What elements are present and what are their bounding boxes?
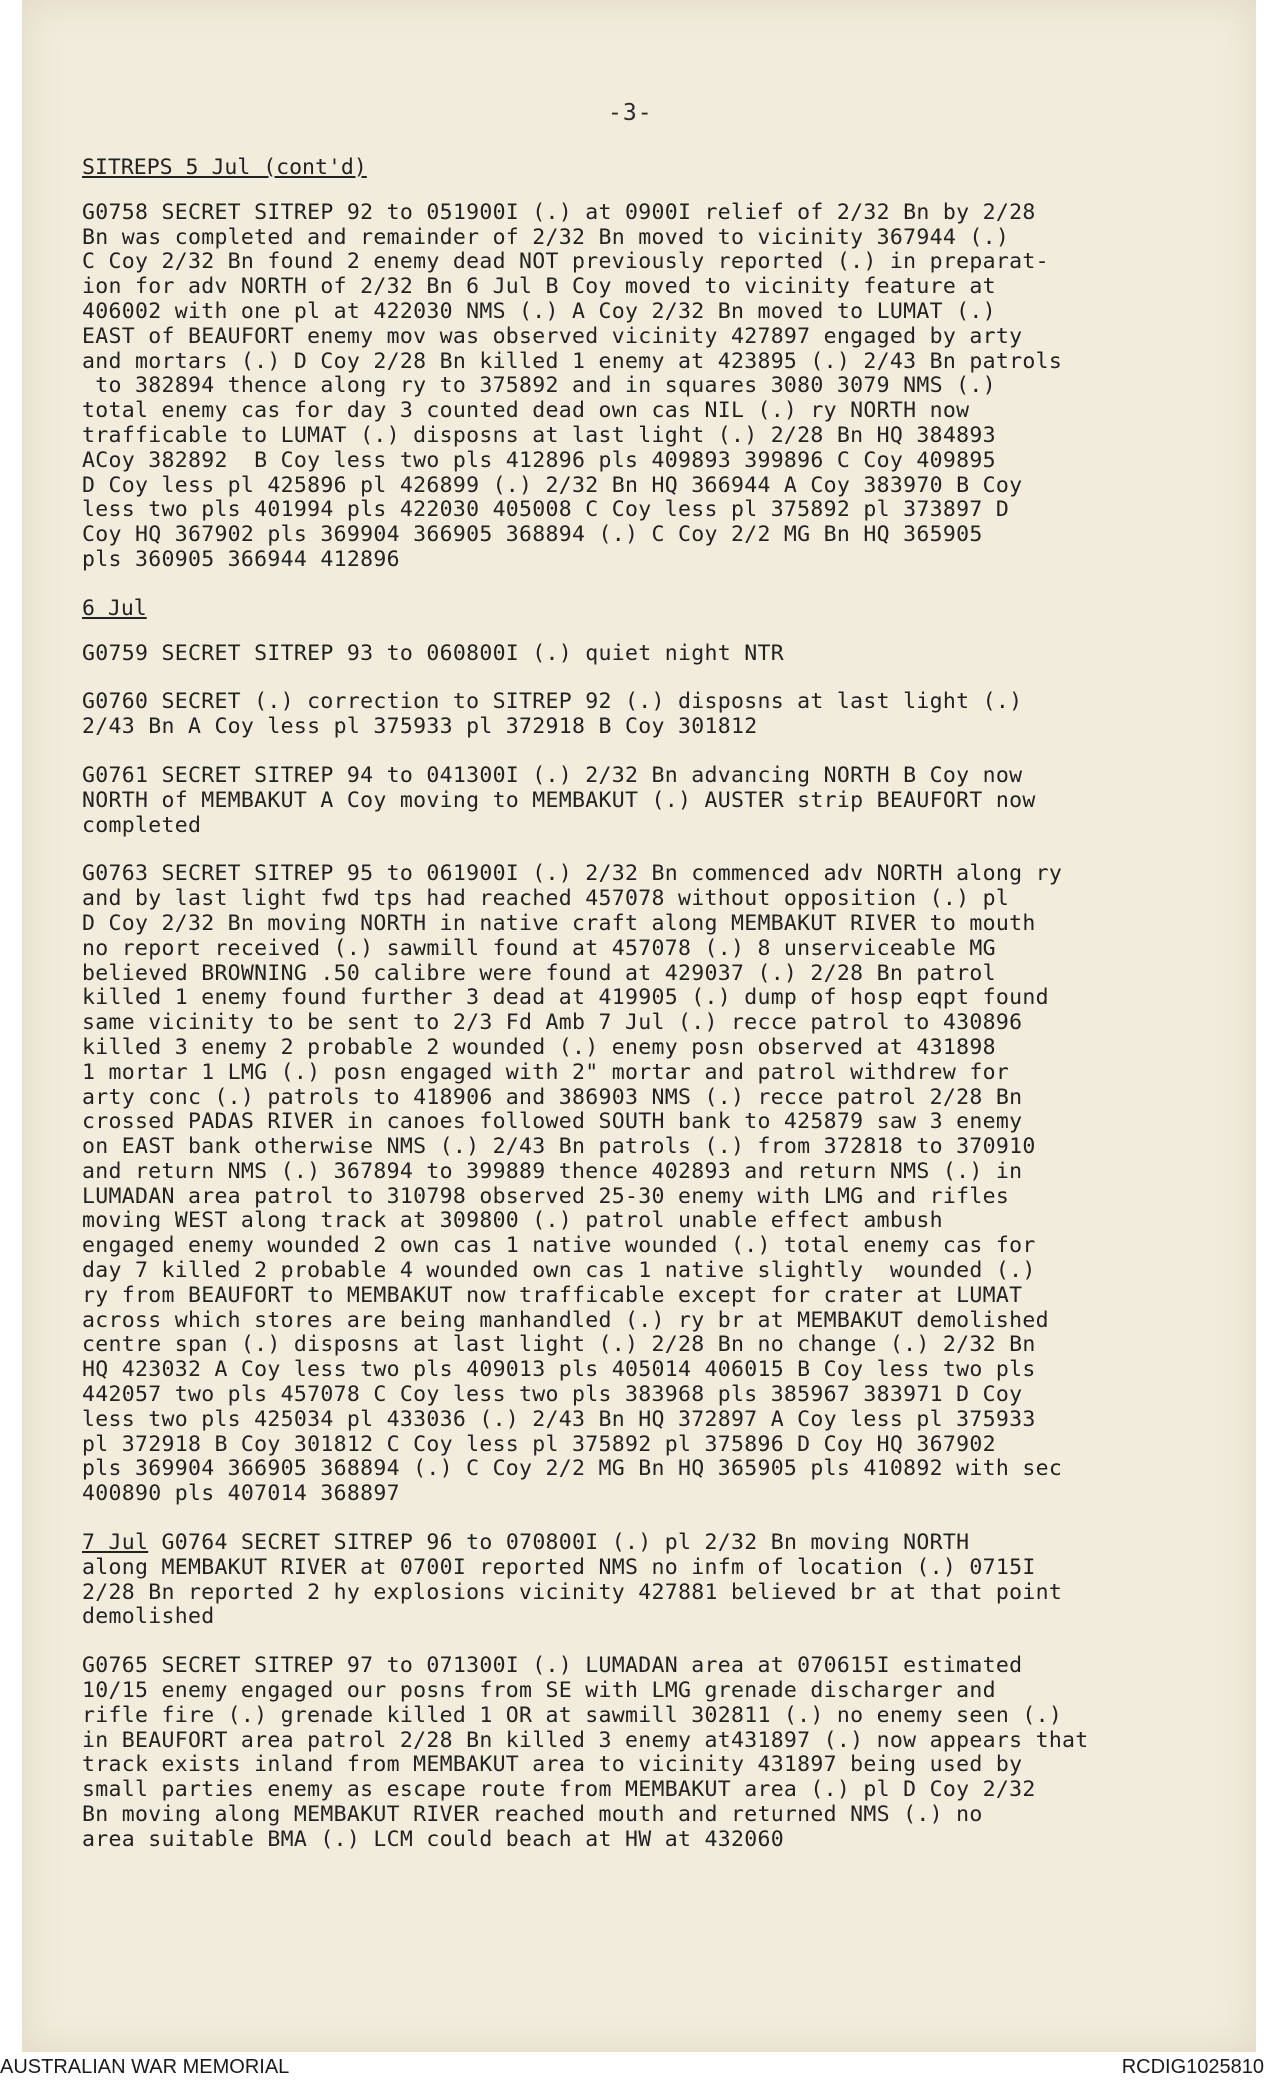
sitrep-line [82,1531,1252,1556]
footer-reference: RCDIG1025810 [1121,2056,1264,2078]
sitrep-line: pls 369904 366905 368894 (.) C Coy 2/2 MG Bn HQ 365905 pls 410892 with sec [82,1456,1063,1482]
sitrep-line: 400890 pls 407014 368897 [82,1481,400,1507]
sitrep-line: ion for adv NORTH of 2/32 Bn 6 Jul B Coy moved to vicinity feature at [82,274,996,300]
sitrep-line: to 382894 thence along ry to 375892 and in squares 3080 3079 NMS (.) [82,373,996,399]
sitrep-line: killed 1 enemy found further 3 dead at 419905 (.) dump of hosp eqpt found [82,985,1049,1011]
sitrep-line: G0760 SECRET (.) correction to SITREP 92 (.) disposns at last light (.) [82,689,1023,715]
sitrep-line: 2/28 Bn reported 2 hy explosions vicinity 427881 believed br at that point [82,1579,1063,1605]
date-heading: 6 Jul [82,595,147,621]
sitrep-line: D Coy less pl 425896 pl 426899 (.) 2/32 Bn HQ 366944 A Coy 383970 B Coy [82,472,1023,498]
sitrep-line: Bn moving along MEMBAKUT RIVER reached mouth and returned NMS (.) no [82,1802,983,1828]
sitrep-line: crossed PADAS RIVER in canoes followed SOUTH bank to 425879 saw 3 enemy [82,1109,1023,1135]
sitrep-line: EAST of BEAUFORT enemy mov was observed vicinity 427897 engaged by arty [82,323,1023,349]
sitrep-line: across which stores are being manhandled (.) ry br at MEMBAKUT demolished [82,1307,1049,1333]
footer-institution: AUSTRALIAN WAR MEMORIAL [0,2056,290,2078]
sitrep-line: pls 360905 366944 412896 [82,546,400,572]
sitrep-line: completed [82,812,202,838]
sitrep-entry [82,690,1252,740]
sitrep-entry [82,642,1252,667]
sitrep-line: and by last light fwd tps had reached 457078 without opposition (.) pl [82,886,1010,912]
sitrep-line: moving WEST along track at 309800 (.) patrol unable effect ambush [82,1208,943,1234]
sitrep-line: G0761 SECRET SITREP 94 to 041300I (.) 2/32 Bn advancing NORTH B Coy now [82,762,1023,788]
sitrep-line: same vicinity to be sent to 2/3 Fd Amb 7 Jul (.) recce patrol to 430896 [82,1010,1023,1036]
sitrep-line: less two pls 401994 pls 422030 405008 C Coy less pl 375892 pl 373897 D [82,497,1010,523]
sitrep-line: small parties enemy as escape route from MEMBAKUT area (.) pl D Coy 2/32 [82,1777,1036,1803]
sitrep-line: track exists inland from MEMBAKUT area to vicinity 431897 being used by [82,1752,1023,1778]
sitrep-line: rifle fire (.) grenade killed 1 OR at sawmill 302811 (.) no enemy seen (.) [82,1702,1063,1728]
sitrep-line: total enemy cas for day 3 counted dead own cas NIL (.) ry NORTH now [82,398,970,424]
sitrep-line: demolished [82,1604,215,1630]
sitrep-line: 442057 two pls 457078 C Coy less two pls 383968 pls 385967 383971 D Coy [82,1382,1023,1408]
sitrep-line: 406002 with one pl at 422030 NMS (.) A Coy 2/32 Bn moved to LUMAT (.) [82,298,996,324]
sitrep-line: G0758 SECRET SITREP 92 to 051900I (.) at 0900I relief of 2/32 Bn by 2/28 [82,199,1036,225]
sitrep-line: arty conc (.) patrols to 418906 and 386903 NMS (.) recce patrol 2/28 Bn [82,1084,1023,1110]
sitrep-entry [82,764,1252,838]
sitrep-line: HQ 423032 A Coy less two pls 409013 pls 405014 406015 B Coy less two pls [82,1357,1036,1383]
sitrep-line: 1 mortar 1 LMG (.) posn engaged with 2" mortar and patrol withdrew for [82,1059,1010,1085]
archive-footer [0,2052,1270,2082]
sitrep-line: trafficable to LUMAT (.) disposns at last light (.) 2/28 Bn HQ 384893 [82,422,996,448]
page-number: -3- [608,100,653,126]
sitrep-line: less two pls 425034 pl 433036 (.) 2/43 Bn HQ 372897 A Coy less pl 375933 [82,1406,1036,1432]
sitrep-line: ry from BEAUFORT to MEMBAKUT now trafficable except for crater at LUMAT [82,1282,1023,1308]
sitrep-line: D Coy 2/32 Bn moving NORTH in native craft along MEMBAKUT RIVER to mouth [82,910,1036,936]
sitrep-line: LUMADAN area patrol to 310798 observed 25-30 enemy with LMG and rifles [82,1183,1010,1209]
document-page [22,0,1256,2052]
sitrep-line: engaged enemy wounded 2 own cas 1 native wounded (.) total enemy cas for [82,1233,1036,1259]
sitrep-line: centre span (.) disposns at last light (.) 2/28 Bn no change (.) 2/32 Bn [82,1332,1036,1358]
inline-date: 7 Jul [82,1530,149,1556]
sitrep-entry [82,862,1252,1507]
sitrep-line: C Coy 2/32 Bn found 2 enemy dead NOT previously reported (.) in preparat- [82,249,1049,275]
sitrep-line: along MEMBAKUT RIVER at 0700I reported NMS no infm of location (.) 0715I [82,1554,1036,1580]
sitrep-entry [82,1654,1252,1852]
sitrep-line: in BEAUFORT area patrol 2/28 Bn killed 3 enemy at431897 (.) now appears that [82,1727,1089,1753]
sitrep-line: G0763 SECRET SITREP 95 to 061900I (.) 2/32 Bn commenced adv NORTH along ry [82,861,1063,887]
sitrep-line: G0765 SECRET SITREP 97 to 071300I (.) LUMADAN area at 070615I estimated [82,1653,1023,1679]
sitrep-line: believed BROWNING .50 calibre were found at 429037 (.) 2/28 Bn patrol [82,960,996,986]
sitrep-entry [82,201,1252,573]
sitrep-line: on EAST bank otherwise NMS (.) 2/43 Bn patrols (.) from 372818 to 370910 [82,1134,1036,1160]
sitrep-line: and mortars (.) D Coy 2/28 Bn killed 1 enemy at 423895 (.) 2/43 Bn patrols [82,348,1063,374]
sitrep-line: NORTH of MEMBAKUT A Coy moving to MEMBAKUT (.) AUSTER strip BEAUFORT now [82,787,1036,813]
sitrep-line: 10/15 enemy engaged our posns from SE with LMG grenade discharger and [82,1678,996,1704]
sitrep-line: killed 3 enemy 2 probable 2 wounded (.) enemy posn observed at 431898 [82,1034,996,1060]
sitrep-line: no report received (.) sawmill found at 457078 (.) 8 unserviceable MG [82,935,996,961]
sitrep-line: ACoy 382892 B Coy less two pls 412896 pls 409893 399896 C Coy 409895 [82,447,996,473]
sitrep-line: day 7 killed 2 probable 4 wounded own cas 1 native slightly wounded (.) [82,1258,1036,1284]
sitrep-line: Bn was completed and remainder of 2/32 Bn moved to vicinity 367944 (.) [82,224,1010,250]
sitrep-entry [82,1531,1252,1630]
sitrep-line: G0759 SECRET SITREP 93 to 060800I (.) quiet night NTR [82,640,784,666]
sitrep-line: and return NMS (.) 367894 to 399889 thence 402893 and return NMS (.) in [82,1158,1023,1184]
section-heading: SITREPS 5 Jul (cont'd) [82,155,367,180]
document-body [82,156,1252,1877]
sitrep-line: area suitable BMA (.) LCM could beach at HW at 432060 [82,1826,784,1852]
sitrep-line: pl 372918 B Coy 301812 C Coy less pl 375892 pl 375896 D Coy HQ 367902 [82,1431,996,1457]
sitrep-line-text: G0764 SECRET SITREP 96 to 070800I (.) pl 2/32 Bn moving NORTH [148,1530,970,1556]
sitrep-line: 2/43 Bn A Coy less pl 375933 pl 372918 B Coy 301812 [82,714,758,740]
sitrep-line: Coy HQ 367902 pls 369904 366905 368894 (.) C Coy 2/2 MG Bn HQ 365905 [82,522,983,548]
